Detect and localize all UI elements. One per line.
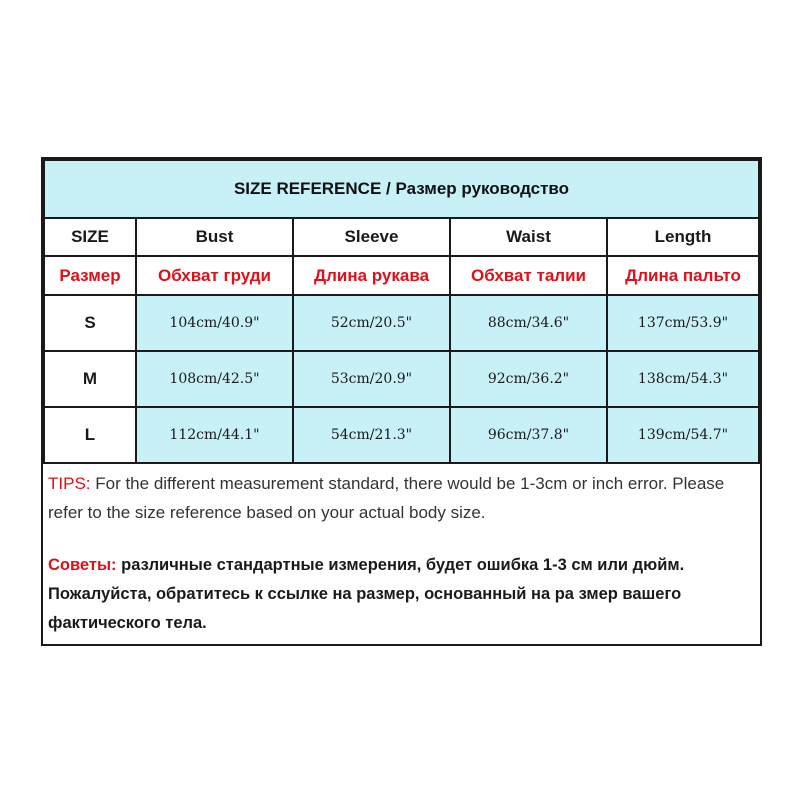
tips-label-ru: Советы: — [48, 556, 117, 574]
bust-cell: 104cm/40.9" — [136, 295, 293, 351]
table-row — [44, 351, 759, 407]
size-chart — [41, 157, 762, 646]
bust-cell: 108cm/42.5" — [136, 351, 293, 407]
header-length: Length — [607, 218, 759, 256]
table-row — [44, 295, 759, 351]
size-cell: M — [44, 351, 136, 407]
header-size: SIZE — [44, 218, 136, 256]
waist-cell: 88cm/34.6" — [450, 295, 607, 351]
length-cell: 137cm/53.9" — [607, 295, 759, 351]
length-cell: 138cm/54.3" — [607, 351, 759, 407]
header-sleeve: Sleeve — [293, 218, 450, 256]
tips-label: TIPS: — [48, 474, 91, 493]
sleeve-cell: 52cm/20.5" — [293, 295, 450, 351]
header-waist-ru: Обхват талии — [450, 256, 607, 295]
header-row-english — [44, 218, 759, 256]
tips-section — [43, 464, 760, 644]
size-cell: S — [44, 295, 136, 351]
header-waist: Waist — [450, 218, 607, 256]
header-length-ru: Длина пальто — [607, 256, 759, 295]
header-size-ru: Размер — [44, 256, 136, 295]
tips-text: For the different measurement standard, there would be 1-3cm or inch error. Please refer to the size reference based on your actual body size. — [48, 474, 725, 522]
sleeve-cell: 53cm/20.9" — [293, 351, 450, 407]
waist-cell: 96cm/37.8" — [450, 407, 607, 463]
table-row — [44, 407, 759, 463]
size-cell: L — [44, 407, 136, 463]
size-table — [43, 159, 760, 464]
tips-text-ru: различные стандартные измерения, будет ошибка 1-3 см или дюйм. Пожалуйста, обратитесь к ссылке на размер, основанный на ра змер вашего фактического тела. — [48, 556, 685, 632]
header-bust-ru: Обхват груди — [136, 256, 293, 295]
header-row-russian — [44, 256, 759, 295]
header-bust: Bust — [136, 218, 293, 256]
waist-cell: 92cm/36.2" — [450, 351, 607, 407]
tips-english — [48, 470, 756, 527]
bust-cell: 112cm/44.1" — [136, 407, 293, 463]
tips-russian — [48, 551, 756, 638]
length-cell: 139cm/54.7" — [607, 407, 759, 463]
header-sleeve-ru: Длина рукава — [293, 256, 450, 295]
sleeve-cell: 54cm/21.3" — [293, 407, 450, 463]
chart-title: SIZE REFERENCE / Размер руководство — [44, 160, 759, 218]
